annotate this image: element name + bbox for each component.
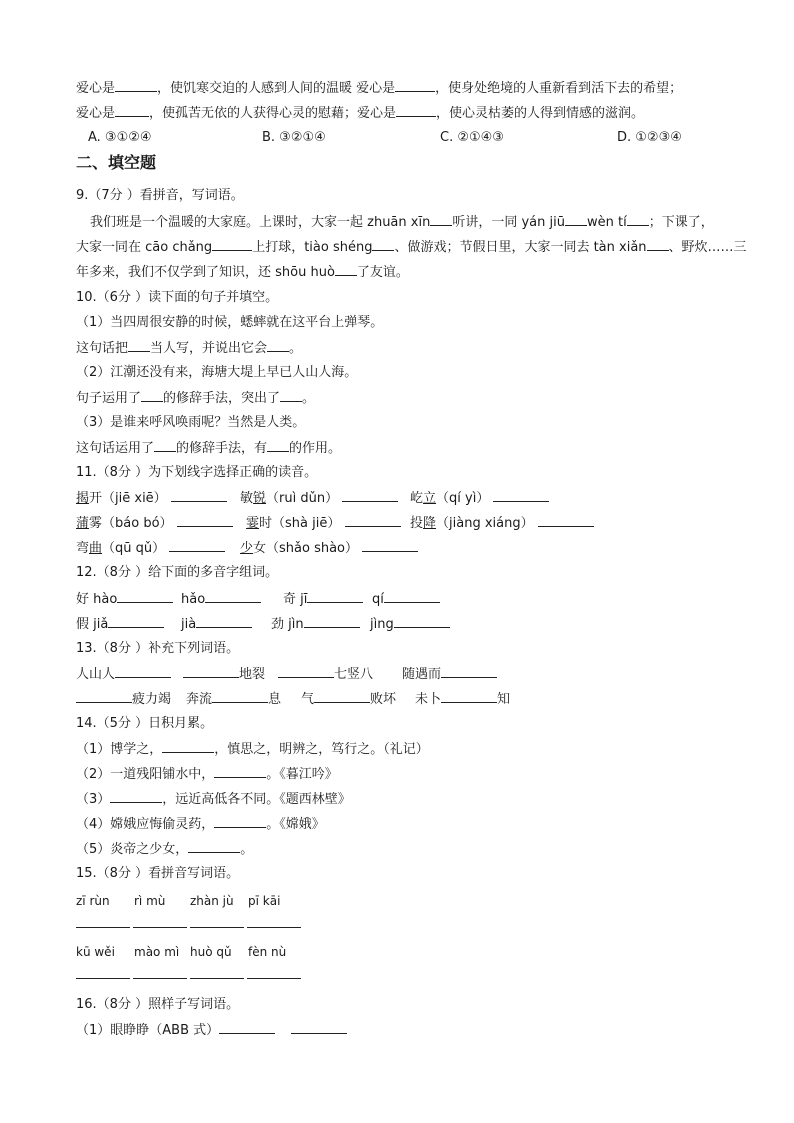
q13-idiom-8 [415,689,510,710]
answer-blank[interactable] [171,488,227,502]
q11-item-minrui [240,488,398,509]
q12-qi2 [372,589,440,610]
text: 了友谊。 [356,265,409,280]
text: 我们班是一个温暖的大家庭。上课时，大家一起 zhuān xīn [90,215,431,230]
q15-pinyin-5: kū wěi [76,945,115,959]
text: 假 jiǎ [76,617,109,632]
answer-blank[interactable] [362,538,418,552]
q8-option-a[interactable]: A. ③①②④ [88,130,152,145]
q14-line-1 [76,739,429,760]
text: 七竖八 [334,667,374,682]
q10-sentence-3: （3）是谁来呼风唤雨呢？当然是人类。 [76,415,306,430]
answer-blank[interactable] [76,914,130,928]
q8-option-b[interactable]: B. ③②①④ [262,130,326,145]
text: 时（shà jiē） [259,516,341,531]
text: 当人写，并说出它会 [150,341,268,356]
text: 爱心是 [76,81,116,96]
q11-item-yili [410,488,549,509]
answer-blank[interactable] [154,438,176,452]
q11-item-shashi [246,513,401,534]
answer-blank[interactable] [441,689,497,703]
text: 句子运用了 [76,391,142,406]
q9-para-1 [90,212,714,233]
q12-hao3 [181,589,261,610]
q15-pinyin-2: rì mù [134,894,166,908]
text: （jiàng xiáng） [436,516,534,531]
text: 屹 [410,491,424,506]
text: 开（jiē xiē） [89,491,167,506]
text: 年多来，我们不仅学到了知识，还 shōu huò [76,265,335,280]
answer-blank[interactable] [117,589,173,603]
q15-blanks-row-1 [76,914,301,935]
q12-hao4 [76,589,173,610]
text: （ruì dǔn） [266,491,339,506]
answer-blank[interactable] [190,965,244,979]
underlined-char: 立 [423,491,437,506]
q13-head: 13.（8分 ）补充下列词语。 [76,641,240,656]
text: 。《暮江吟》 [266,767,338,782]
q8-line-1 [76,78,682,99]
text: ，使孤苦无依的人获得心灵的慰藉；爱心是 [149,106,397,121]
answer-blank[interactable] [212,689,268,703]
text: 知 [497,692,511,707]
text: 奔流 [186,692,213,707]
q11-item-jiekai [76,488,227,509]
q12-ji1 [283,589,363,610]
text: 败坏 [370,692,397,707]
q13-idiom-6 [186,689,281,710]
text: （2）一道残阳铺水中， [76,767,215,782]
text: 投 [410,516,424,531]
underlined-char: 曲 [89,541,103,556]
answer-blank[interactable] [162,739,214,753]
answer-blank[interactable] [384,589,440,603]
text: 上打球，tiào shéng [252,240,373,255]
answer-blank[interactable] [108,614,164,628]
answer-blank[interactable] [395,78,435,92]
q13-idiom-1 [76,664,171,685]
text: （qí yì） [436,491,490,506]
q14-head: 14.（5分 ）日积月累。 [76,716,214,731]
answer-blank[interactable] [291,1020,347,1034]
text: wèn tí [586,215,627,230]
answer-blank[interactable] [110,789,162,803]
answer-blank[interactable] [128,338,150,352]
text: ，使身处绝境的人重新看到活下去的希望； [435,81,683,96]
q14-line-4 [76,814,325,835]
text: 女（shǎo shào） [253,541,359,556]
underlined-char: 少 [240,541,254,556]
answer-blank[interactable] [394,614,450,628]
answer-blank[interactable] [304,614,360,628]
q13-idiom-7 [301,689,396,710]
answer-blank[interactable] [76,965,130,979]
answer-blank[interactable] [133,914,187,928]
q15-pinyin-6: mào mì [134,945,180,959]
answer-blank[interactable] [396,103,436,117]
answer-blank[interactable] [267,438,289,452]
q9-para-2 [76,237,747,258]
q15-head: 15.（8分 ）看拼音写词语。 [76,866,240,881]
text: 。 [240,842,254,857]
text: 雾（báo bó） [89,516,173,531]
text: 大家一同在 cāo chǎng [76,240,213,255]
q10-head: 10.（6分 ）读下面的句子并填空。 [76,290,279,305]
text: 这句话把 [76,341,129,356]
answer-blank[interactable] [177,513,233,527]
text: ；下课了， [648,215,714,230]
text: 奇 jī [283,592,308,607]
q13-idiom-3 [278,664,373,685]
q11-item-wanqu [76,538,225,559]
q11-item-bowu [76,513,233,534]
text: （3） [76,792,111,807]
text: ，远近高低各不同。《题西林壁》 [162,792,351,807]
q8-option-c[interactable]: C. ②①④③ [440,130,504,145]
text: （4）嫦娥应悔偷灵药， [76,817,215,832]
q10-sentence-2: （2）江潮还没有来，海塘大堤上早已人山人海。 [76,365,358,380]
q15-pinyin-1: zī rùn [76,894,110,908]
answer-blank[interactable] [115,103,149,117]
text: （1）博学之， [76,742,163,757]
answer-blank[interactable] [538,513,594,527]
answer-blank[interactable] [267,338,289,352]
q11-item-touxiang [410,513,594,534]
answer-blank[interactable] [342,488,398,502]
text: 息 [268,692,282,707]
q11-item-shaonv [240,538,418,559]
text: 。 [302,391,316,406]
text: 、做游戏；节假日里，大家一同去 tàn xiǎn [394,240,647,255]
answer-blank[interactable] [133,965,187,979]
q13-idiom-4 [402,664,497,685]
answer-blank[interactable] [565,212,587,226]
answer-blank[interactable] [345,513,401,527]
q14-line-5 [76,839,253,860]
text: ，使饥寒交迫的人感到人间的温暖 爱心是 [157,81,396,96]
text: ，慎思之，明辨之，笃行之。（礼记） [214,742,429,757]
answer-blank[interactable] [627,212,649,226]
q10-answer-3 [76,438,341,459]
q12-jin4 [271,614,360,635]
q16-line-1 [76,1020,347,1041]
underlined-char: 降 [423,516,437,531]
text: 未卜 [415,692,442,707]
text: 的修辞手法，突出了 [163,391,281,406]
text: （qū qǔ） [102,541,166,556]
underlined-char: 揭 [76,491,90,506]
q15-pinyin-7: huò qǔ [190,945,232,959]
q10-answer-1 [76,338,302,359]
answer-blank[interactable] [307,589,363,603]
text: 、野炊……三 [668,240,747,255]
text: hǎo [181,592,206,607]
answer-blank[interactable] [314,689,370,703]
q12-jing4 [370,614,450,635]
answer-blank[interactable] [647,237,669,251]
text: （5）炎帝之少女， [76,842,189,857]
q15-pinyin-4: pī kāi [248,894,281,908]
text: 气 [301,692,315,707]
answer-blank[interactable] [219,1020,275,1034]
answer-blank[interactable] [214,814,266,828]
answer-blank[interactable] [205,589,261,603]
q12-jia4 [181,614,252,635]
q14-line-2 [76,764,338,785]
answer-blank[interactable] [247,914,301,928]
text: jìng [370,617,394,632]
q8-option-d[interactable]: D. ①②③④ [617,130,682,145]
answer-blank[interactable] [212,237,252,251]
q10-answer-2 [76,388,315,409]
answer-blank[interactable] [188,839,240,853]
answer-blank[interactable] [190,914,244,928]
text: 。《嫦娥》 [266,817,325,832]
text: 听讲，一同 yán jiū [452,215,565,230]
answer-blank[interactable] [169,538,225,552]
answer-blank[interactable] [115,78,157,92]
q9-head: 9.（7分 ）看拼音，写词语。 [76,188,244,203]
section-title: 二、填空题 [76,153,157,172]
text: 随遇而 [402,667,442,682]
text: 的作用。 [289,441,342,456]
text: qí [372,592,384,607]
text: 这句话运用了 [76,441,155,456]
underlined-char: 霎 [246,516,260,531]
underlined-char: 蒲 [76,516,90,531]
answer-blank[interactable] [372,237,394,251]
q12-jia3 [76,614,164,635]
q11-head: 11.（8分 ）为下划线字选择正确的读音。 [76,465,318,480]
underlined-char: 锐 [253,491,267,506]
answer-blank[interactable] [441,664,497,678]
q15-blanks-row-2 [76,965,301,986]
q10-sentence-1: （1）当四周很安静的时候，蟋蟀就在这平台上弹琴。 [76,315,384,330]
q9-para-3 [76,262,409,283]
text: 好 hào [76,592,118,607]
answer-blank[interactable] [493,488,549,502]
answer-blank[interactable] [335,262,357,276]
q15-pinyin-3: zhàn jù [190,894,234,908]
q16-head: 16.（8分 ）照样子写词语。 [76,997,240,1012]
answer-blank[interactable] [280,388,302,402]
answer-blank[interactable] [115,664,171,678]
q14-line-3 [76,789,351,810]
q13-idiom-2 [183,664,265,685]
text: 敏 [240,491,254,506]
text: 劲 jìn [271,617,304,632]
text: 的修辞手法，有 [176,441,268,456]
answer-blank[interactable] [141,388,163,402]
text: jià [181,617,197,632]
answer-blank[interactable] [430,212,452,226]
q12-head: 12.（8分 ）给下面的多音字组词。 [76,565,279,580]
text: （1）眼睁睁（ABB 式） [76,1023,220,1038]
text: 疲力竭 [132,692,172,707]
text: 人山人 [76,667,116,682]
answer-blank[interactable] [247,965,301,979]
text: 弯 [76,541,90,556]
answer-blank[interactable] [76,689,132,703]
answer-blank[interactable] [196,614,252,628]
q15-pinyin-8: fèn nù [248,945,287,959]
text: ，使心灵枯萎的人得到情感的滋润。 [436,106,645,121]
answer-blank[interactable] [214,764,266,778]
q8-line-2 [76,103,644,124]
q13-idiom-5 [76,689,171,710]
answer-blank[interactable] [183,664,239,678]
text: 爱心是 [76,106,116,121]
text: 地裂 [239,667,266,682]
text: 。 [289,341,303,356]
answer-blank[interactable] [278,664,334,678]
